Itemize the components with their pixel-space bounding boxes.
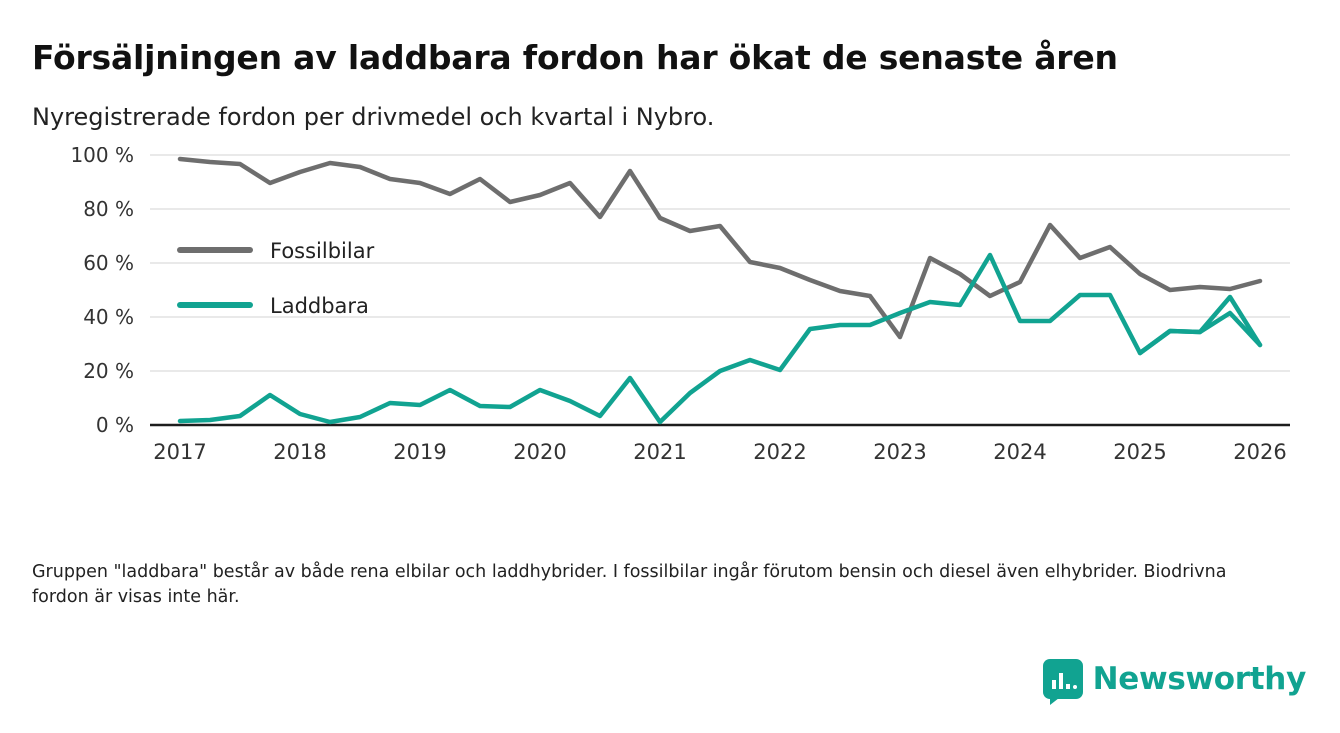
x-tick-label: 2020 <box>513 440 567 464</box>
x-tick-label: 2022 <box>753 440 807 464</box>
x-tick-label: 2025 <box>1113 440 1167 464</box>
grid-lines <box>150 155 1290 371</box>
chart-legend <box>180 239 375 318</box>
x-tick-label: 2023 <box>873 440 927 464</box>
chart-footnote: Gruppen "laddbara" består av både rena elbilar och laddhybrider. I fossilbilar ingår förutom bensin och diesel även elhybrider. Biodrivna fordon är visas inte här. <box>32 562 1227 608</box>
chart-bubble-icon <box>1043 659 1083 699</box>
series-line-laddbara <box>180 255 1260 422</box>
y-tick-label: 20 % <box>83 359 134 383</box>
page-subtitle: Nyregistrerade fordon per drivmedel och kvartal i Nybro. <box>32 103 715 131</box>
chart-svg <box>32 147 1308 487</box>
x-tick-label: 2018 <box>273 440 327 464</box>
y-tick-label: 40 % <box>83 305 134 329</box>
x-tick-label: 2026 <box>1233 440 1287 464</box>
y-axis-ticks <box>70 147 134 437</box>
y-tick-label: 60 % <box>83 251 134 275</box>
line-chart <box>32 147 1308 487</box>
x-tick-label: 2021 <box>633 440 687 464</box>
brand-logo <box>1043 659 1306 699</box>
page-title: Försäljningen av laddbara fordon har ökat de senaste åren <box>32 38 1118 77</box>
x-tick-label: 2017 <box>153 440 207 464</box>
x-axis-ticks <box>153 440 1286 464</box>
x-tick-label: 2019 <box>393 440 447 464</box>
legend-label-fossilbilar: Fossilbilar <box>270 239 375 263</box>
y-tick-label: 100 % <box>70 147 134 167</box>
y-tick-label: 80 % <box>83 197 134 221</box>
y-tick-label: 0 % <box>95 413 134 437</box>
legend-label-laddbara: Laddbara <box>270 294 369 318</box>
brand-name: Newsworthy <box>1092 661 1306 697</box>
x-tick-label: 2024 <box>993 440 1047 464</box>
